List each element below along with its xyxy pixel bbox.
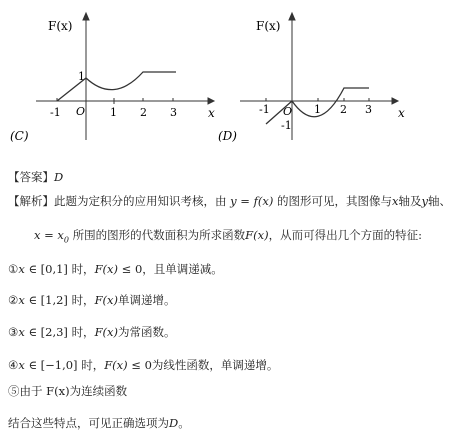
feature-1-desc: ，且单调递减。	[142, 262, 223, 276]
analysis-text-2: 的图形可见，其图像与	[276, 194, 392, 208]
feature-3	[8, 325, 176, 340]
feature-4-func: F(x)	[104, 358, 128, 372]
analysis-line2-formula: x = x	[34, 228, 64, 242]
feature-4-num: ④	[8, 358, 19, 372]
graph-c-tick-2: 2	[140, 106, 147, 119]
feature-1-in: ∈	[28, 262, 37, 276]
analysis-formula: y = f(x)	[230, 194, 274, 208]
graph-d-panel-label: (D)	[218, 129, 237, 143]
graph-c-x-arrow	[208, 98, 214, 104]
analysis-y-var: y	[421, 194, 428, 208]
feature-4	[8, 358, 278, 373]
graph-d-tick-1: 1	[314, 103, 321, 116]
feature-1-interval: [0,1]	[40, 262, 68, 276]
feature-3-func: F(x)	[94, 325, 119, 339]
graph-c-x-label: x	[208, 106, 215, 120]
graph-d-tick-neg1: -1	[259, 103, 270, 116]
analysis-text-3: 轴及	[398, 194, 422, 208]
graph-c-y-label: F(x)	[48, 19, 73, 33]
feature-2-x: x	[18, 293, 25, 307]
graph-c-tick-1: 1	[110, 106, 117, 119]
feature-1	[8, 262, 223, 277]
graph-c-tick-3: 3	[170, 106, 177, 119]
graph-c	[0, 0, 454, 160]
feature-3-x: x	[18, 325, 25, 339]
conclusion-text: 结合这些特点，可见正确选项为	[8, 416, 169, 430]
graph-d-tick-2: 2	[340, 103, 347, 116]
graph-c-origin: O	[76, 105, 86, 118]
graph-c-curve	[57, 72, 176, 101]
feature-2-in: ∈	[28, 293, 37, 307]
feature-2-interval: [1,2]	[40, 293, 68, 307]
feature-1-cond: ≤ 0	[118, 262, 143, 276]
feature-2	[8, 293, 176, 308]
analysis-line2-sub: 0	[63, 235, 70, 245]
analysis-line-2	[34, 228, 422, 247]
graph-c-y-tick: 1	[78, 70, 85, 83]
feature-1-num: ①	[8, 262, 19, 276]
graph-d-x-label: x	[398, 106, 405, 120]
graph-d-tick-3: 3	[365, 103, 372, 116]
feature-4-when: 时，	[81, 358, 105, 372]
analysis-line2-tail: ，从而可得出几个方面的特征:	[268, 228, 422, 242]
feature-4-in: ∈	[28, 358, 37, 372]
feature-2-desc: 单调递增。	[118, 293, 176, 307]
feature-4-desc: 为线性函数，单调递增。	[151, 358, 279, 372]
analysis-x-var: x	[391, 194, 399, 208]
graph-d-y-label: F(x)	[256, 19, 281, 33]
graph-c-tick-neg1: -1	[50, 106, 61, 119]
graph-c-y-arrow	[83, 13, 89, 20]
answer-label: 【答案】	[8, 170, 54, 184]
analysis-line2-func: F(x)	[245, 228, 269, 242]
feature-4-x: x	[18, 358, 25, 372]
analysis-text-4: 轴、	[427, 194, 451, 208]
feature-5	[8, 384, 127, 399]
feature-4-cond: ≤ 0	[127, 358, 152, 372]
feature-2-num: ②	[8, 293, 19, 307]
feature-1-when: 时，	[71, 262, 95, 276]
answer-line	[8, 170, 63, 185]
graph-d-x-arrow	[392, 98, 398, 104]
feature-2-func: F(x)	[94, 293, 119, 307]
conclusion-value: D	[169, 416, 179, 430]
conclusion-end: 。	[178, 416, 190, 430]
feature-3-when: 时，	[71, 325, 95, 339]
conclusion-line	[8, 416, 190, 431]
analysis-line-1	[8, 194, 451, 209]
feature-1-func: F(x)	[94, 262, 119, 276]
feature-3-interval: [2,3]	[40, 325, 68, 339]
graph-d-y-tick: -1	[281, 119, 292, 132]
answer-value: D	[54, 170, 64, 184]
feature-5-text: ⑤由于 F(x)为连续函数	[8, 384, 128, 398]
analysis-line2-text: 所围的图形的代数面积为所求函数	[72, 228, 246, 242]
feature-2-when: 时，	[71, 293, 95, 307]
feature-4-interval: [−1,0]	[40, 358, 78, 372]
analysis-text-1: 此题为定积分的应用知识考核，由	[54, 194, 227, 208]
feature-1-x: x	[18, 262, 25, 276]
feature-3-desc: 为常函数。	[118, 325, 176, 339]
graph-d-y-arrow	[289, 13, 295, 20]
graph-c-panel-label: (C)	[10, 129, 29, 143]
feature-3-num: ③	[8, 325, 19, 339]
feature-3-in: ∈	[28, 325, 37, 339]
analysis-label: 【解析】	[8, 194, 54, 208]
graph-d-origin: O	[283, 105, 293, 118]
